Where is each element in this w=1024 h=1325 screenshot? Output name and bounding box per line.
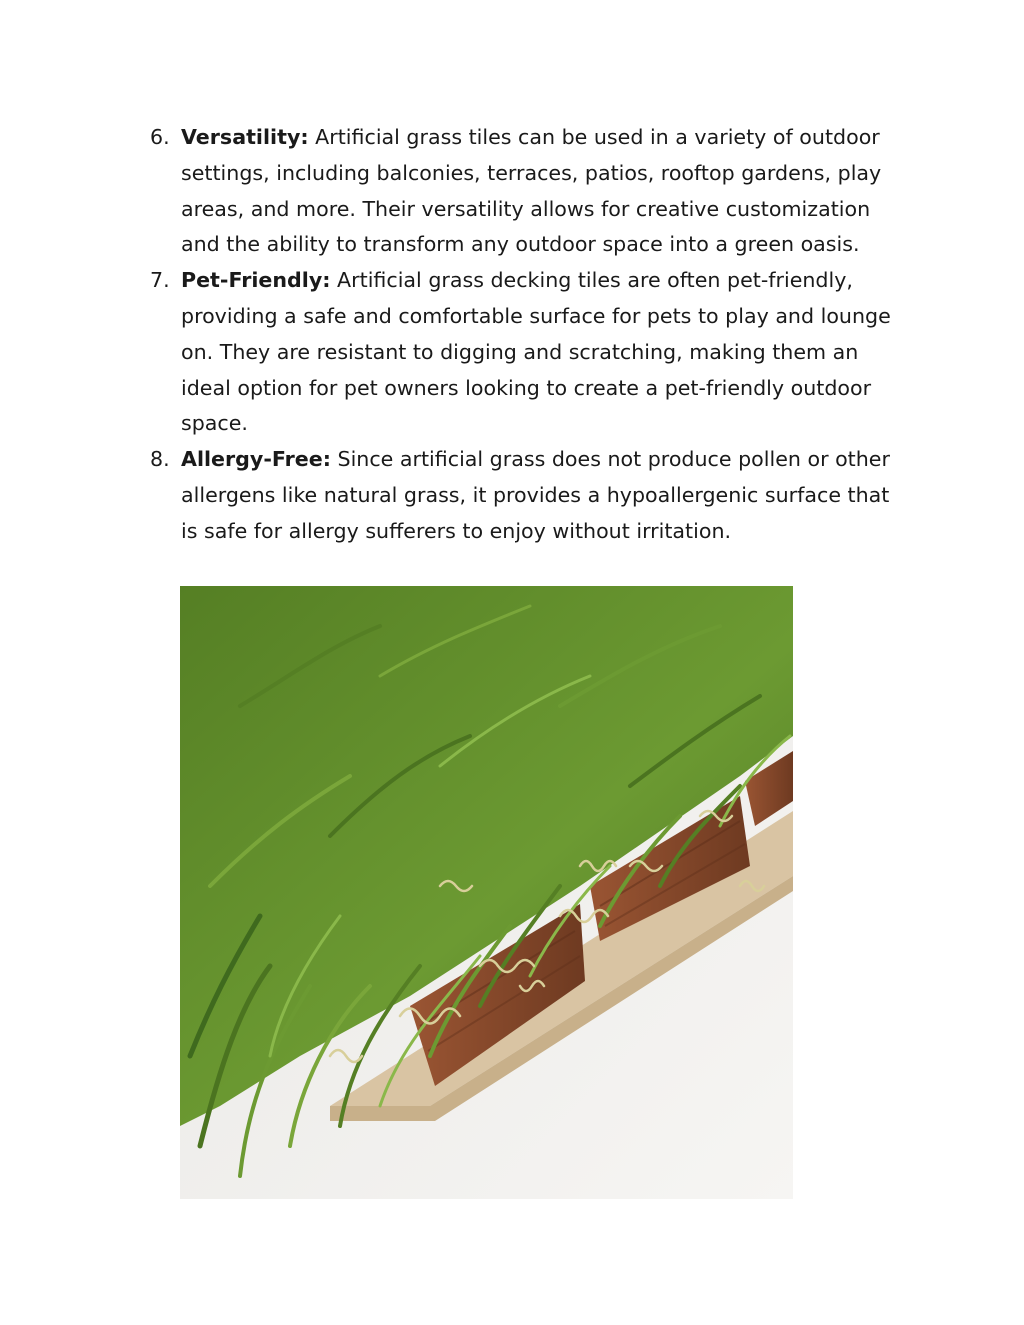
item-term: Versatility: bbox=[181, 125, 309, 149]
item-number: 7. bbox=[150, 268, 170, 293]
list-item-pet-friendly bbox=[150, 263, 910, 442]
item-number: 6. bbox=[150, 125, 170, 149]
grass-tile-illustration bbox=[180, 586, 793, 1199]
item-term: Pet-Friendly: bbox=[181, 268, 331, 293]
item-text: Artificial grass tiles can be used in a variety of outdoor settings, including balconies, terraces, patios, rooftop gardens, play areas, and more. Their versatility allows for creative customization and the ability to transform any outdoor space into a green oasis. bbox=[181, 125, 882, 257]
item-number: 8. bbox=[150, 447, 170, 472]
list-item-versatility bbox=[150, 120, 910, 263]
item-text: Artificial grass decking tiles are often pet-friendly, providing a safe and comfortable surface for pets to play and lounge on. They are resistant to digging and scratching, making them an ideal option for pet owners looking to create a pet-friendly outdoor space. bbox=[181, 268, 891, 436]
item-term: Allergy-Free: bbox=[181, 447, 331, 472]
grass-tile-photo bbox=[180, 586, 793, 1199]
list-item-allergy-free bbox=[150, 442, 910, 549]
item-text: Since artificial grass does not produce pollen or other allergens like natural grass, it provides a hypoallergenic surface that is safe for allergy sufferers to enjoy without irritation. bbox=[181, 447, 890, 543]
benefits-list bbox=[150, 120, 910, 550]
